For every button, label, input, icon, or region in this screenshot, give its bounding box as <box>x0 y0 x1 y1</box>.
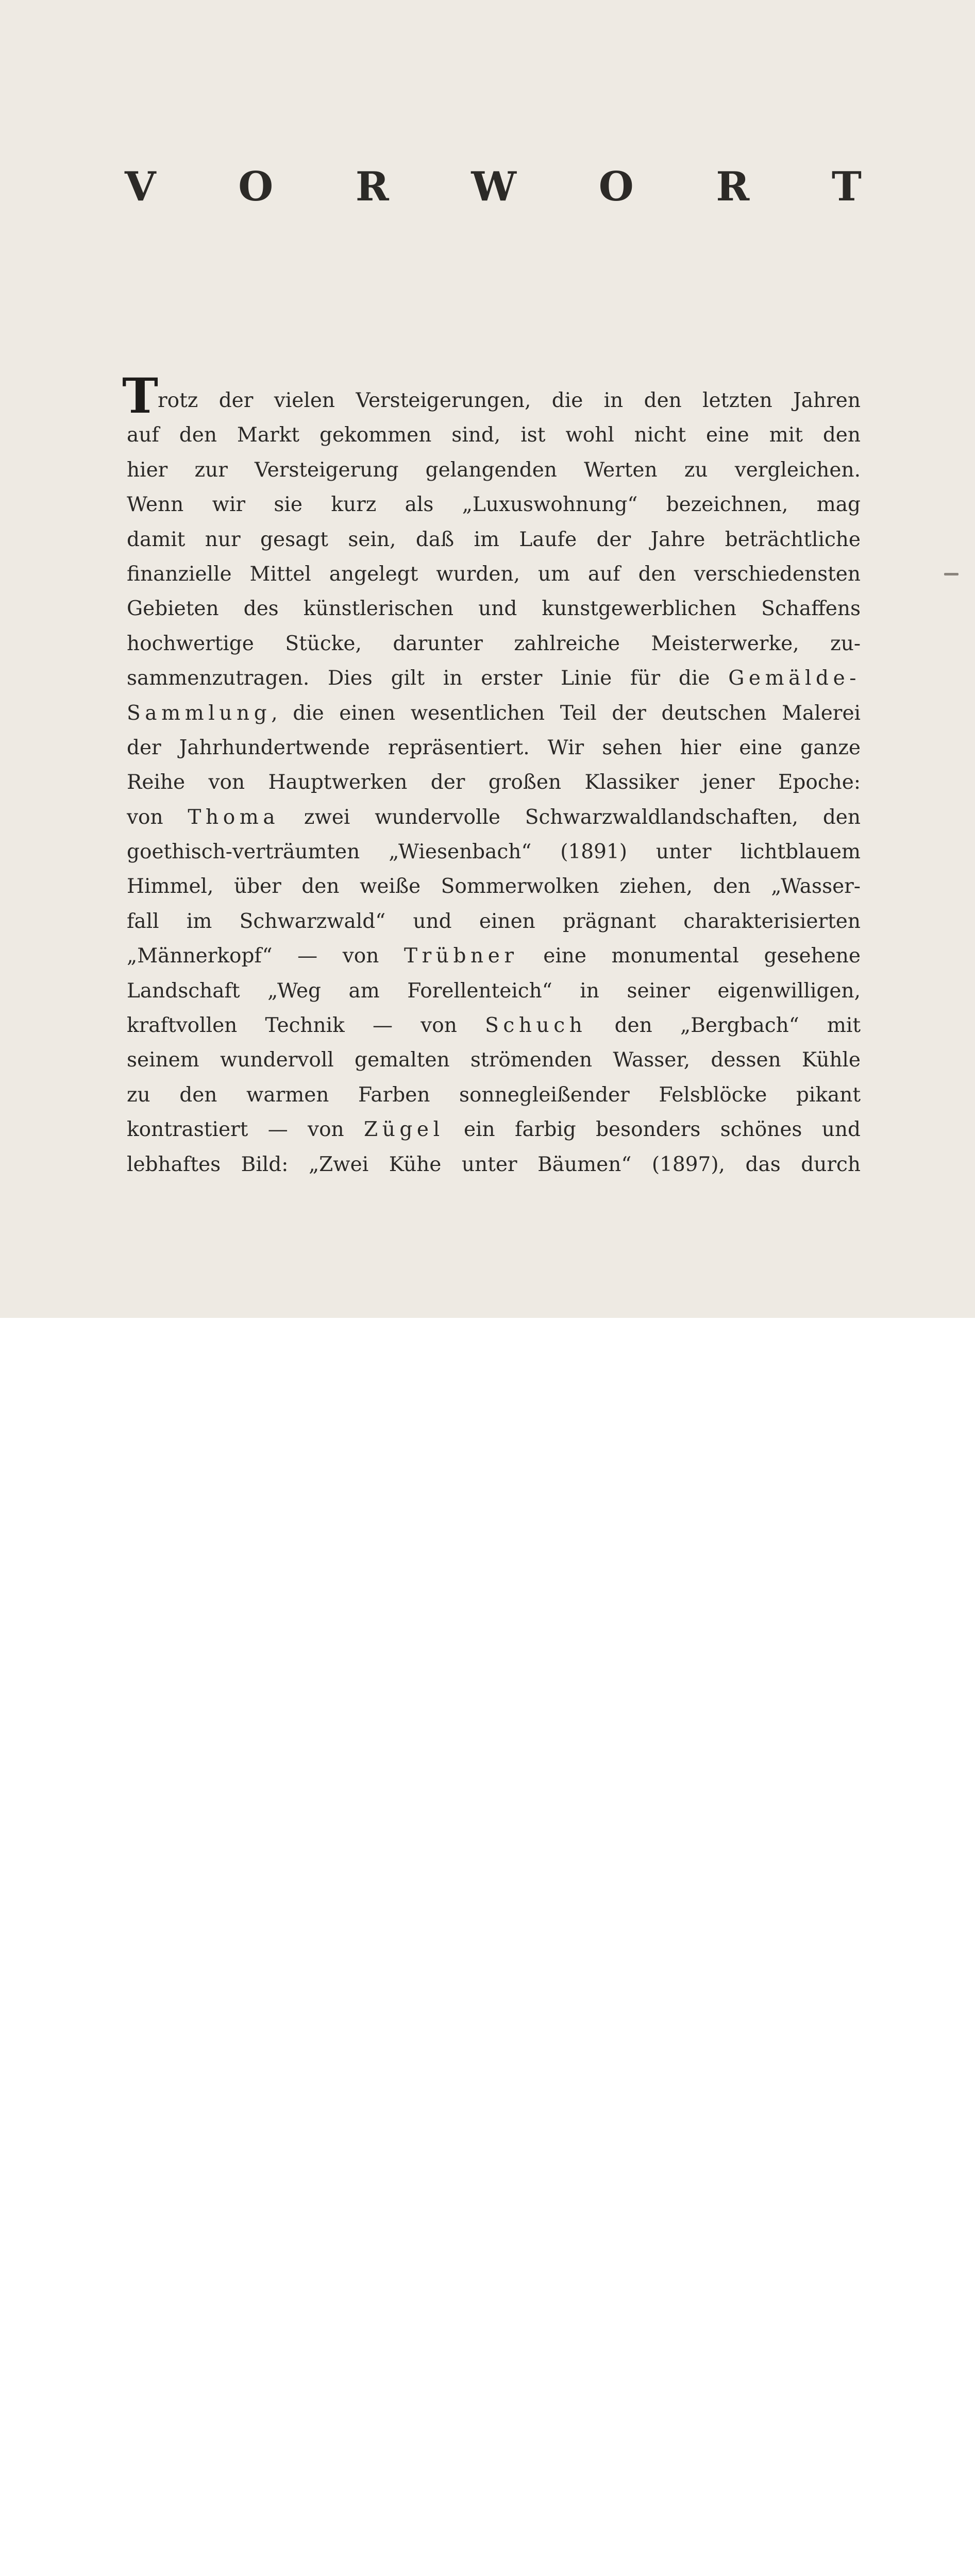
text-segment: , die einen wesentlichen Teil der deutschen Malerei <box>271 701 861 725</box>
text-segment: rotz der vielen Versteigerungen, die in den letzten Jahren <box>158 389 861 412</box>
text-line <box>127 453 861 487</box>
text-segment: zu den warmen Farben sonnegleißender Felsblöcke pikant <box>127 1083 861 1107</box>
text-segment: sammenzutragen. Dies gilt in erster Linie für die <box>127 667 729 690</box>
text-segment: kraftvollen Technik — von <box>127 1014 485 1038</box>
text-segment: den „Bergbach“ mit <box>586 1014 861 1038</box>
text-line <box>127 869 861 904</box>
emphasized-name: Schuch <box>485 1014 587 1038</box>
text-segment: eine monumental gesehene <box>518 944 861 968</box>
emphasized-name: Thoma <box>188 805 280 829</box>
text-segment: ein farbig besonders schönes und <box>444 1118 861 1142</box>
text-segment: seinem wundervoll gemalten strömenden Wasser, dessen Kühle <box>127 1048 861 1072</box>
text-segment: der Jahrhundertwende repräsentiert. Wir sehen hier eine ganze <box>127 736 861 759</box>
text-line <box>127 1008 861 1043</box>
text-segment: kontrastiert — von <box>127 1118 364 1142</box>
text-line <box>127 626 861 661</box>
text-line <box>127 661 861 696</box>
emphasized-name: Sammlung <box>127 701 272 725</box>
text-segment: „Männerkopf“ — von <box>127 944 404 968</box>
page-heading <box>125 163 862 210</box>
text-segment: Wenn wir sie kurz als „Luxuswohnung“ bezeichnen, mag <box>127 493 861 517</box>
text-line <box>127 904 861 939</box>
text-line <box>127 1043 861 1077</box>
text-line <box>127 974 861 1008</box>
text-segment: finanzielle Mittel angelegt wurden, um auf den verschiedensten <box>127 562 861 586</box>
text-segment: damit nur gesagt sein, daß im Laufe der Jahre beträchtliche <box>127 528 861 551</box>
text-line <box>127 800 861 835</box>
emphasized-name: Trübner <box>404 944 518 968</box>
heading-letter: O <box>238 163 274 210</box>
text-line <box>127 731 861 765</box>
text-segment: Himmel, über den weiße Sommerwolken ziehen, den „Wasser- <box>127 875 861 899</box>
text-line <box>127 418 861 452</box>
drop-cap: T <box>122 368 158 425</box>
text-segment: hier zur Versteigerung gelangenden Werten zu vergleichen. <box>127 458 861 482</box>
digitization-footer <box>0 1318 975 1389</box>
text-segment: von <box>127 805 188 829</box>
text-line <box>127 591 861 626</box>
text-line <box>127 1078 861 1112</box>
text-line <box>127 696 861 731</box>
text-segment: Reihe von Hauptwerken der großen Klassiker jener Epoche: <box>127 771 861 794</box>
text-line <box>127 939 861 973</box>
text-segment: hochwertige Stücke, darunter zahlreiche Meisterwerke, zu- <box>127 632 861 655</box>
text-line <box>127 522 861 557</box>
text-segment: auf den Markt gekommen sind, ist wohl nicht eine mit den <box>127 423 861 447</box>
text-line <box>127 835 861 869</box>
heading-letter: T <box>831 163 862 210</box>
text-segment: Gebieten des künstlerischen und kunstgewerblichen Schaffens <box>127 597 861 621</box>
text-segment: lebhaftes Bild: „Zwei Kühe unter Bäumen“ (1897), das durch <box>127 1153 861 1176</box>
emphasized-name: Zügel <box>364 1118 444 1142</box>
margin-mark <box>944 573 959 575</box>
heading-letter: O <box>598 163 634 210</box>
heading-letter: V <box>125 163 156 210</box>
heading-letter: W <box>471 163 517 210</box>
text-line <box>127 1112 861 1147</box>
text-line <box>127 383 861 418</box>
text-segment: zwei wundervolle Schwarzwaldlandschaften, den <box>279 805 861 829</box>
text-line <box>127 765 861 800</box>
preface-body-text <box>127 383 861 1182</box>
text-segment: goethisch-verträumten „Wiesenbach“ (1891) unter lichtblauem <box>127 840 861 864</box>
emphasized-name: Gemälde- <box>728 667 861 690</box>
text-segment: fall im Schwarzwald“ und einen prägnant charakterisierten <box>127 909 861 933</box>
heading-letter: R <box>716 163 750 210</box>
text-line <box>127 487 861 522</box>
text-line <box>127 557 861 591</box>
text-line <box>127 1147 861 1182</box>
heading-letter: R <box>355 163 389 210</box>
text-segment: Landschaft „Weg am Forellenteich“ in seiner eigenwilligen, <box>127 979 861 1003</box>
